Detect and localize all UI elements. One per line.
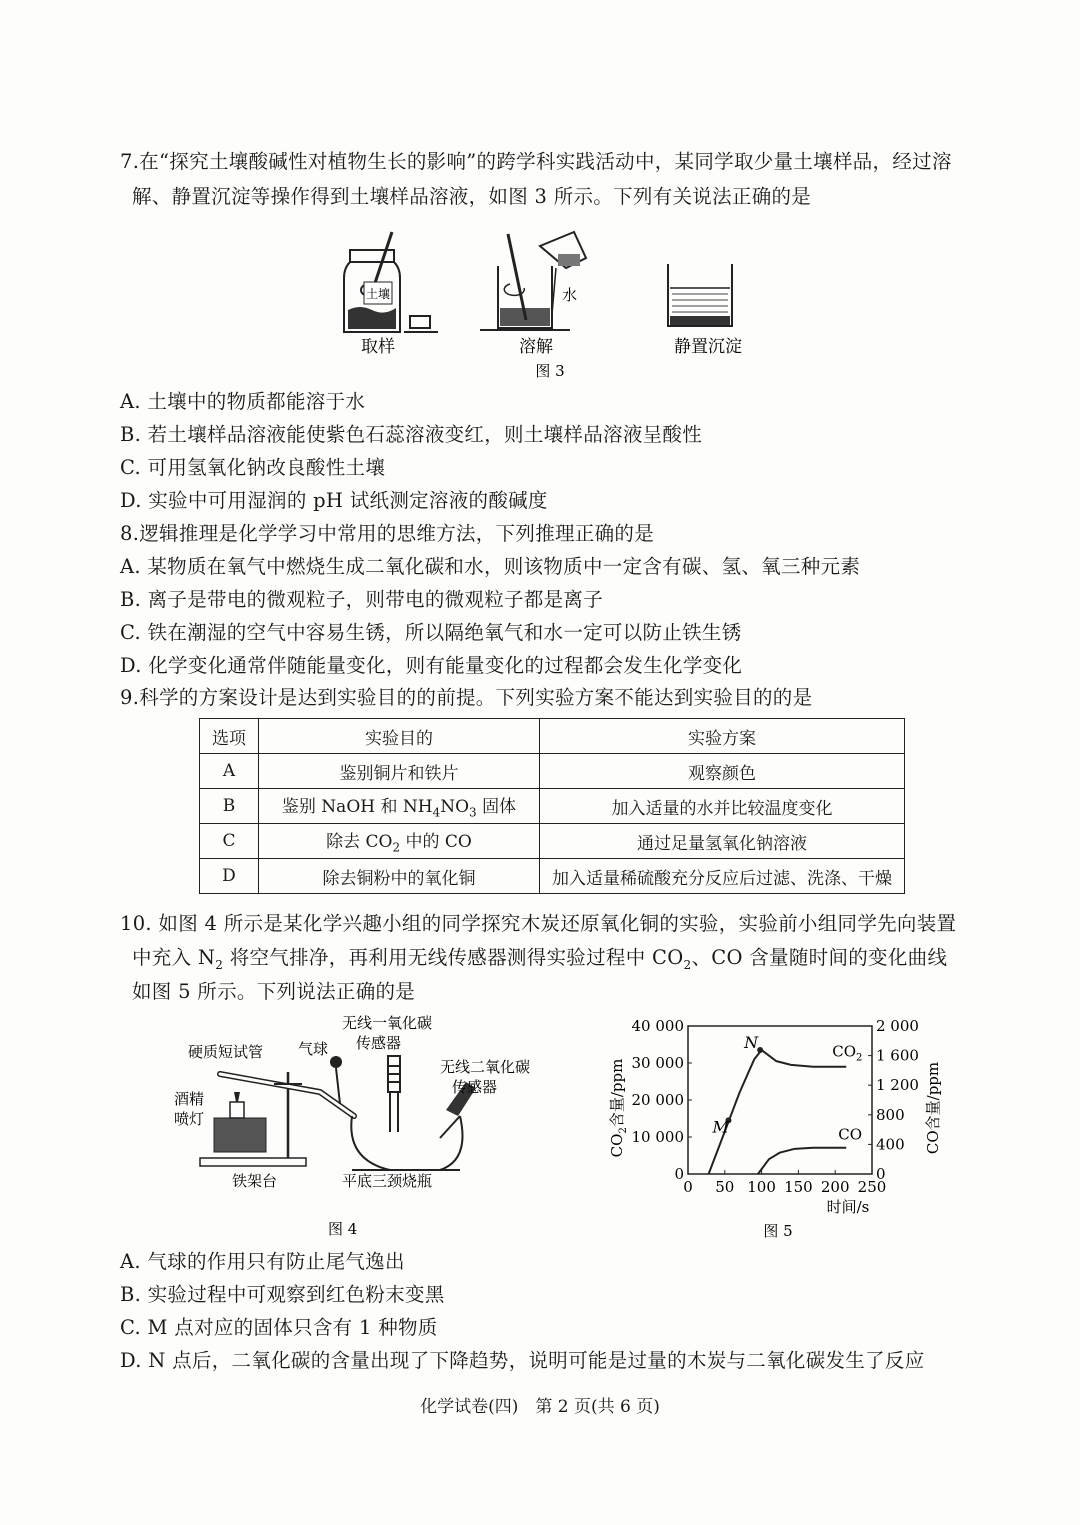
q8-option-a: A. 某物质在氧气中燃烧生成二氧化碳和水，则该物质中一定含有碳、氢、氧三种元素 [120, 555, 861, 578]
row-goal: 鉴别铜片和铁片 [259, 754, 540, 789]
label-co2-sensor-2: 传感器 [452, 1078, 498, 1096]
y-right-tick-label: 1 600 [876, 1046, 919, 1065]
q8-option-c: C. 铁在潮湿的空气中容易生锈，所以隔绝氧气和水一定可以防止铁生锈 [120, 621, 742, 644]
y-left-tick-label: 0 [674, 1165, 684, 1183]
y-left-tick-label: 10 000 [631, 1128, 684, 1146]
label-flask: 平底三颈烧瓶 [342, 1172, 433, 1190]
water-label: 水 [562, 286, 578, 304]
settle-beaker [668, 264, 732, 326]
annotation-label-m: M [712, 1117, 729, 1137]
q10-option-a: A. 气球的作用只有防止尾气逸出 [120, 1250, 405, 1273]
page-footer: 化学试卷(四) 第 2 页(共 6 页) [420, 1397, 660, 1417]
row-goal: 除去铜粉中的氧化铜 [259, 859, 540, 894]
y-right-axis-label: CO含量/ppm [924, 1061, 942, 1155]
table-row [200, 859, 905, 894]
q10-stem-line3: 如图 5 所示。下列说法正确的是 [132, 980, 416, 1003]
label-co-sensor-1: 无线一氧化碳 [342, 1014, 433, 1032]
series-line-co [758, 1148, 846, 1174]
q7-stem-line1: 7.在“探究土壤酸碱性对植物生长的影响”的跨学科实践活动中，某同学取少量土壤样品，经过溶 [120, 150, 952, 173]
y-right-tick-label: 2 000 [876, 1017, 919, 1035]
series-line-co2 [709, 1050, 847, 1174]
row-option: D [200, 859, 259, 894]
y-right-tick-label: 1 200 [876, 1076, 919, 1095]
row-plan: 加入适量稀硫酸充分反应后过滤、洗涤、干燥 [540, 859, 905, 894]
fig3-label-sample: 取样 [361, 337, 395, 357]
fig3-label-dissolve: 溶解 [519, 337, 553, 357]
label-tube: 硬质短试管 [188, 1043, 264, 1061]
table-row [200, 824, 905, 859]
label-balloon: 气球 [298, 1040, 329, 1058]
q9-table [199, 718, 905, 894]
header-option: 选项 [200, 719, 259, 754]
x-tick-label: 50 [715, 1178, 735, 1196]
table-row [200, 789, 905, 824]
q7-option-b: B. 若土壤样品溶液能使紫色石蕊溶液变红，则土壤样品溶液呈酸性 [120, 423, 703, 446]
series-label-co2: $CO_2$ [832, 1042, 863, 1064]
y-left-tick-label: 30 000 [631, 1054, 684, 1072]
figure-5-chart [600, 1012, 960, 1242]
table-row [200, 754, 905, 789]
y-right-tick-label: 0 [876, 1165, 886, 1183]
q7-option-d: D. 实验中可用湿润的 pH 试纸测定溶液的酸碱度 [120, 489, 548, 512]
x-tick-label: 100 [747, 1178, 776, 1196]
row-goal: 除去 $CO_2$ 中的 CO [259, 824, 540, 859]
x-axis-label: 时间/s [826, 1198, 870, 1216]
q10-option-b: B. 实验过程中可观察到红色粉末变黑 [120, 1283, 445, 1306]
fig3-label-settle: 静置沉淀 [674, 337, 742, 357]
label-co2-sensor-1: 无线二氧化碳 [440, 1058, 531, 1076]
q7-option-c: C. 可用氢氧化钠改良酸性土壤 [120, 456, 386, 479]
header-plan: 实验方案 [540, 719, 905, 754]
dissolve-beaker [480, 232, 586, 330]
fig5-caption: 图 5 [763, 1222, 793, 1240]
x-tick-label: 250 [857, 1178, 887, 1196]
header-goal: 实验目的 [259, 719, 540, 754]
figure-4-apparatus [170, 1012, 560, 1242]
row-goal: 鉴别 NaOH 和 $NH_4NO_3$ 固体 [259, 789, 540, 824]
row-plan: 加入适量的水并比较温度变化 [540, 789, 905, 824]
q9-stem: 9.科学的方案设计是达到实验目的的前提。下列实验方案不能达到实验目的的是 [120, 686, 813, 709]
q10-option-c: C. M 点对应的固体只含有 1 种物质 [120, 1316, 438, 1339]
y-left-tick-label: 20 000 [631, 1091, 684, 1109]
figure-3 [330, 224, 780, 380]
q8-option-b: B. 离子是带电的微观粒子，则带电的微观粒子都是离子 [120, 588, 604, 611]
q10-option-d: D. N 点后，二氧化碳的含量出现了下降趋势，说明可能是过量的木炭与二氧化碳发生了反应 [120, 1349, 925, 1372]
q7-stem-line2: 解、静置沉淀等操作得到土壤样品溶液，如图 3 所示。下列有关说法正确的是 [132, 185, 812, 208]
x-tick-label: 150 [784, 1178, 813, 1196]
label-lamp-2: 喷灯 [174, 1110, 205, 1128]
fig3-caption: 图 3 [535, 362, 565, 380]
y-left-tick-label: 40 000 [631, 1017, 684, 1035]
y-left-axis-label: $CO_2$含量/ppm [608, 1058, 629, 1158]
q8-option-d: D. 化学变化通常伴随能量变化，则有能量变化的过程都会发生化学变化 [120, 654, 743, 677]
y-right-tick-label: 800 [876, 1105, 905, 1124]
label-stand: 铁架台 [232, 1172, 278, 1190]
table-header-row [200, 719, 905, 754]
row-option: C [200, 824, 259, 859]
q10-stem-line1: 10. 如图 4 所示是某化学兴趣小组的同学探究木炭还原氧化铜的实验，实验前小组同学先向装置 [120, 912, 957, 935]
label-lamp-1: 酒精 [174, 1090, 205, 1108]
x-tick-label: 0 [683, 1178, 693, 1196]
label-co-sensor-2: 传感器 [356, 1034, 402, 1052]
series-label-co: CO [838, 1125, 863, 1144]
jar-label: 土壤 [365, 287, 391, 301]
y-right-tick-label: 400 [876, 1135, 905, 1154]
annotation-label-n: N [744, 1033, 759, 1053]
q7-option-a: A. 土壤中的物质都能溶于水 [120, 390, 366, 413]
row-option: A [200, 754, 259, 789]
q10-stem-line2: 中充入 $N_2$ 将空气排净，再利用无线传感器测得实验过程中 $CO_2$、CO 含量随时间的变化曲线 [132, 946, 948, 972]
q8-stem: 8.逻辑推理是化学学习中常用的思维方法，下列推理正确的是 [120, 522, 655, 545]
row-option: B [200, 789, 259, 824]
row-plan: 观察颜色 [540, 754, 905, 789]
row-plan: 通过足量氢氧化钠溶液 [540, 824, 905, 859]
x-tick-label: 200 [820, 1178, 850, 1196]
soil-jar [344, 232, 438, 332]
fig4-caption: 图 4 [328, 1220, 358, 1238]
